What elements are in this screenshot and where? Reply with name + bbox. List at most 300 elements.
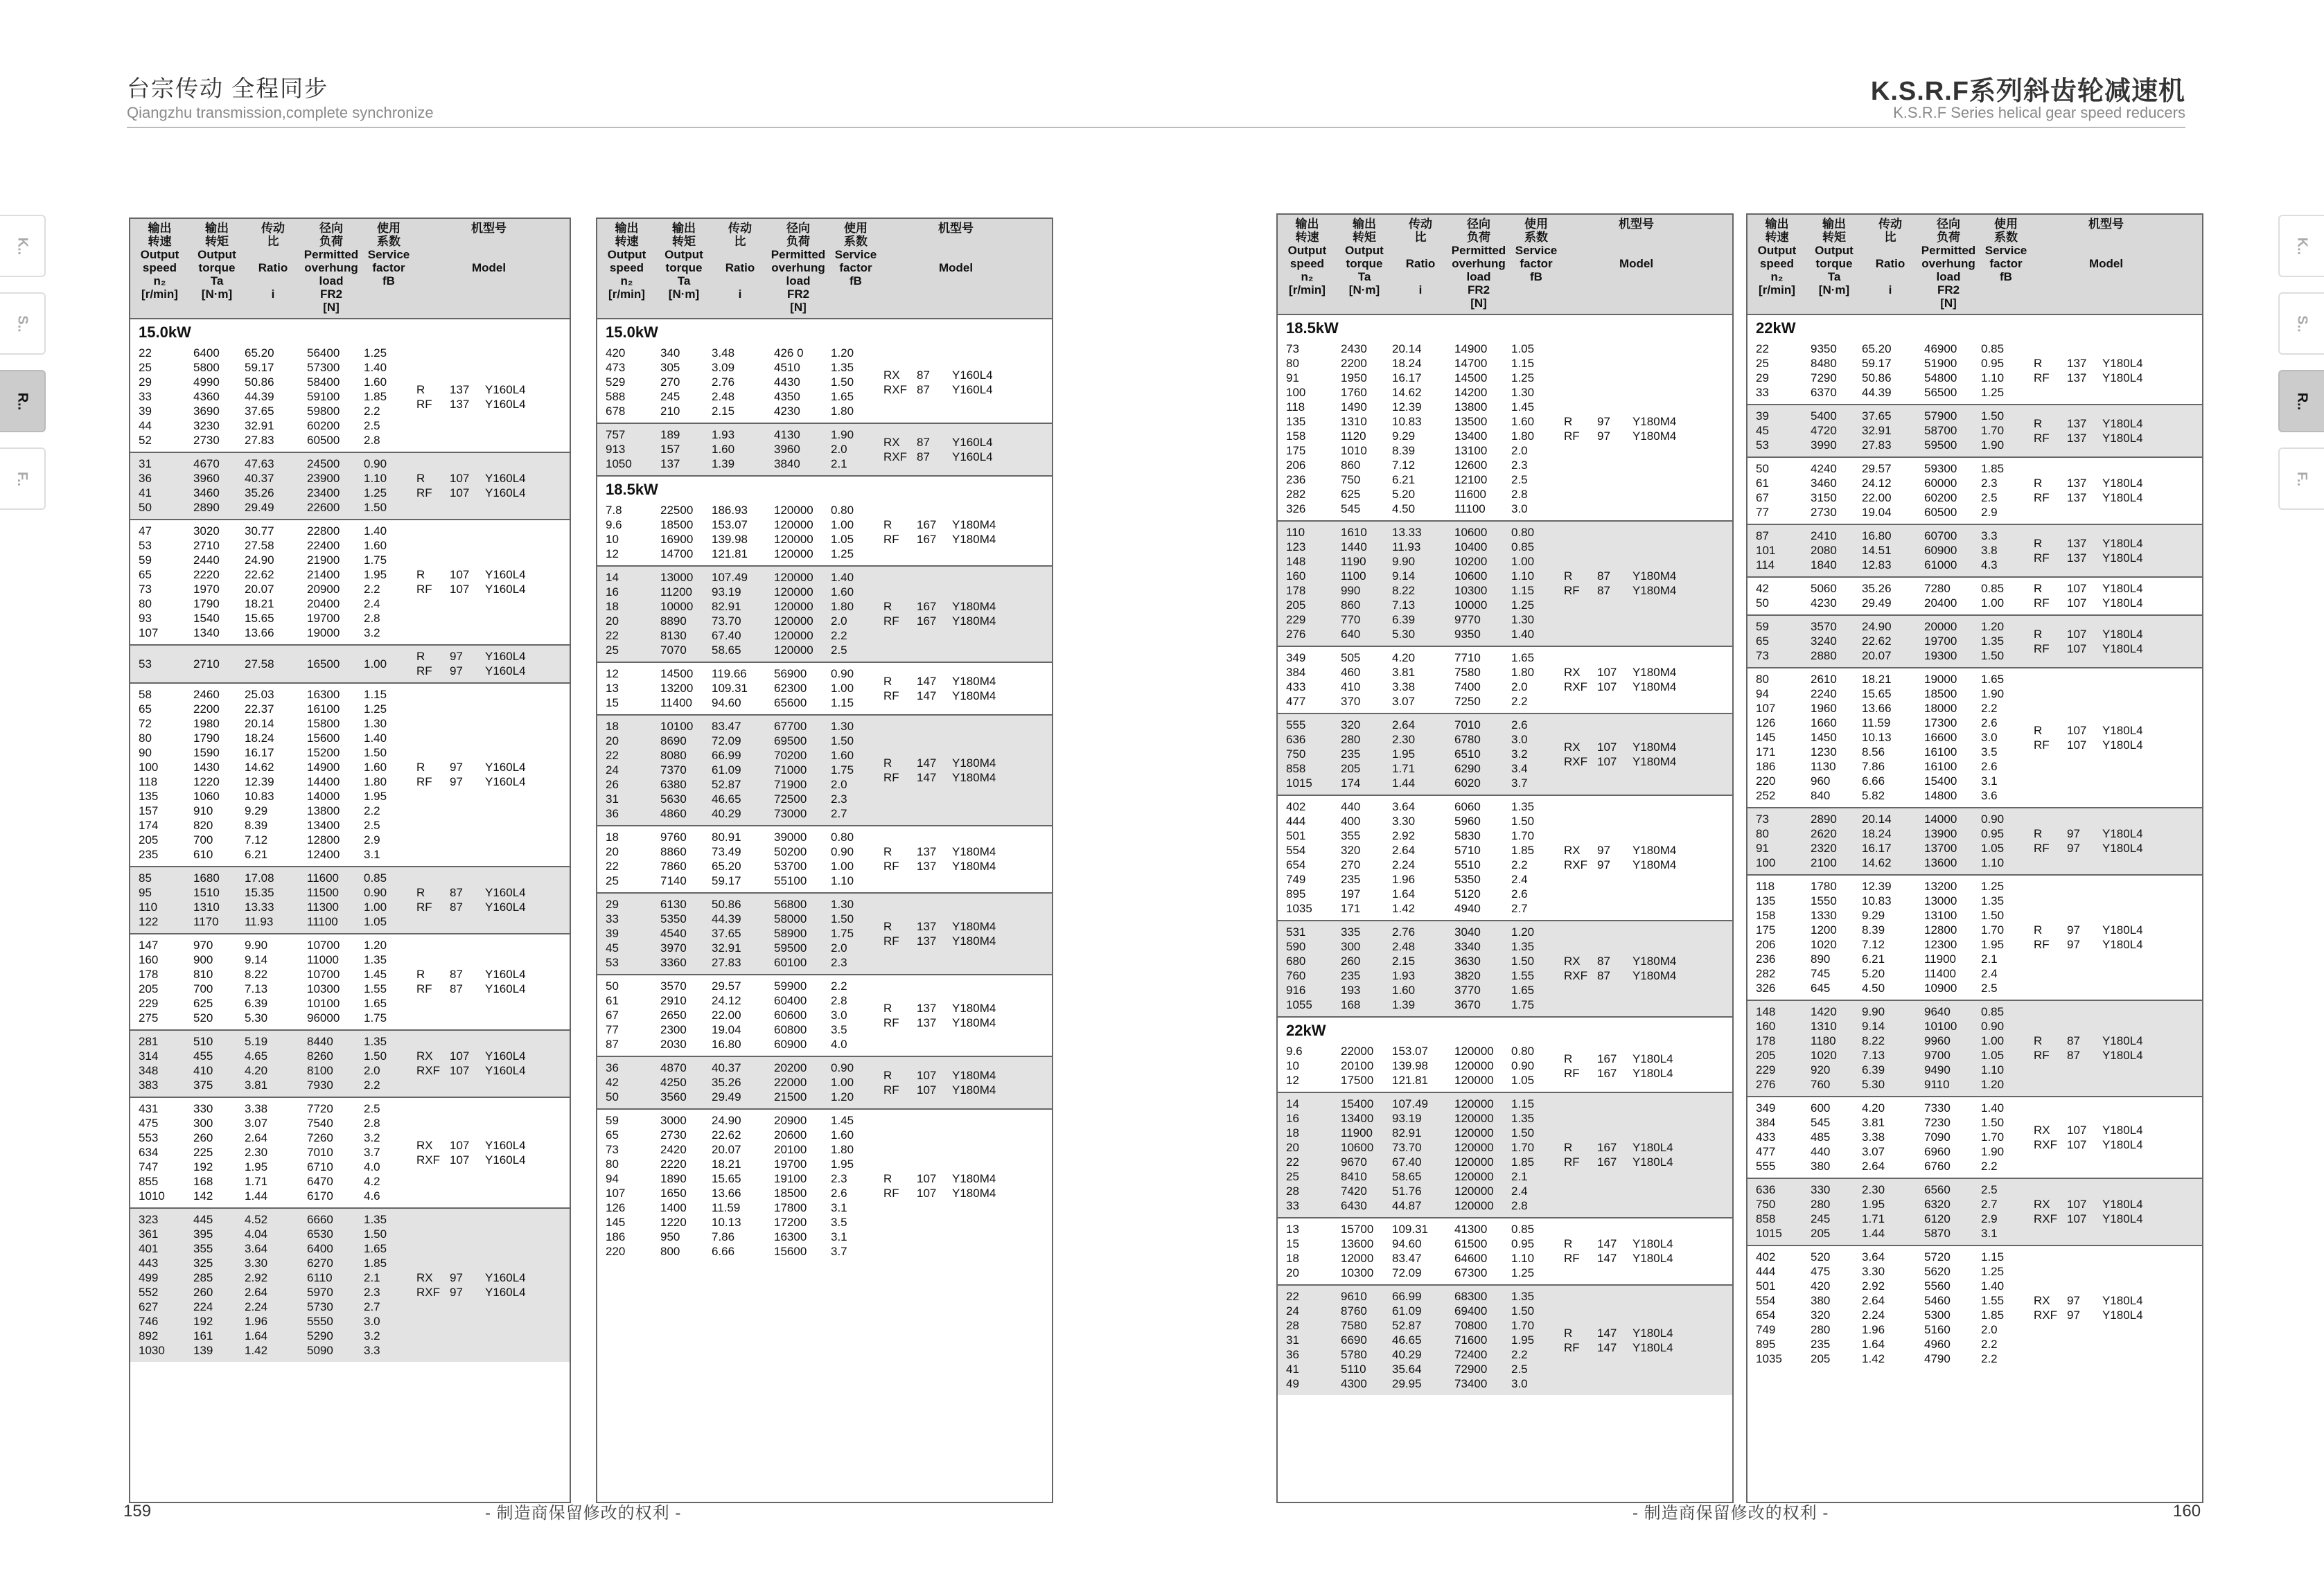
table-row (1748, 923, 2034, 937)
ratio-cell: 12.39 (245, 775, 274, 788)
load-cell: 13100 (1924, 909, 1957, 922)
factor-cell: 1.65 (364, 1242, 387, 1255)
load-cell: 4790 (1924, 1352, 1951, 1365)
factor-cell: 1.15 (1511, 1097, 1535, 1110)
speed-cell: 59 (139, 553, 152, 567)
model-row (883, 1186, 1028, 1200)
factor-cell: 1.85 (1981, 1309, 2005, 1322)
torque-cell: 1220 (193, 775, 220, 788)
factor-cell: 1.50 (1511, 1304, 1535, 1318)
speed-cell: 45 (606, 941, 619, 955)
factor-cell: 1.50 (1511, 815, 1535, 828)
load-cell: 60000 (1924, 477, 1957, 490)
model-size: 97 (2067, 1294, 2080, 1307)
speed-cell: 73 (606, 1143, 619, 1156)
ratio-cell: 8.22 (1392, 584, 1416, 597)
ratio-cell: 7.13 (245, 982, 268, 995)
ratio-cell: 58.65 (1392, 1170, 1422, 1183)
factor-cell: 0.85 (1511, 540, 1535, 553)
speed-cell: 477 (1756, 1145, 1776, 1158)
factor-cell: 3.5 (831, 1023, 847, 1036)
speed-cell: 12 (606, 667, 619, 680)
factor-cell: 2.0 (1981, 1323, 1998, 1336)
factor-cell: 2.2 (1981, 1352, 1998, 1365)
tab-r[interactable]: R.. (2278, 370, 2324, 432)
load-cell: 14800 (1924, 789, 1957, 802)
speed-cell: 9.6 (1286, 1045, 1303, 1058)
load-cell: 12400 (307, 848, 340, 861)
load-cell: 120000 (1454, 1141, 1494, 1154)
factor-cell: 1.35 (1981, 635, 2005, 648)
ratio-cell: 16.17 (1392, 371, 1422, 384)
speed-cell: 126 (1756, 716, 1776, 729)
model-type: RF (2034, 641, 2050, 655)
motor-group (1278, 338, 1732, 520)
factor-cell: 0.95 (1981, 357, 2005, 370)
torque-cell: 3570 (1811, 620, 1837, 633)
table-row (130, 789, 416, 804)
load-cell: 60500 (1924, 506, 1957, 519)
torque-cell: 700 (193, 833, 213, 846)
ratio-cell: 20.14 (1392, 342, 1422, 355)
torque-cell: 7420 (1341, 1185, 1367, 1198)
table-row (130, 500, 416, 515)
load-cell: 60200 (307, 419, 340, 432)
speed-cell: 531 (1286, 925, 1306, 939)
ratio-cell: 14.62 (1862, 856, 1892, 869)
motor-group (597, 974, 1052, 1056)
motor-type: Y180M4 (952, 1187, 996, 1200)
factor-cell: 1.50 (831, 734, 854, 747)
torque-cell: 1650 (660, 1187, 687, 1200)
factor-cell: 1.30 (831, 898, 854, 911)
group-models (416, 382, 561, 411)
torque-cell: 3960 (193, 472, 220, 485)
load-cell: 23400 (307, 486, 340, 499)
tab-k[interactable]: K.. (0, 215, 46, 277)
load-cell: 11600 (307, 871, 340, 885)
torque-cell: 5630 (660, 792, 687, 806)
torque-cell: 1980 (193, 717, 220, 730)
table-row (597, 547, 883, 561)
ratio-cell: 24.90 (245, 553, 274, 567)
table-row (130, 1078, 416, 1092)
load-cell: 10300 (1454, 584, 1488, 597)
load-cell: 46900 (1924, 342, 1957, 355)
speed-cell: 384 (1286, 666, 1306, 679)
speed-cell: 178 (1286, 584, 1306, 597)
header-model: 机型号 Model (1619, 218, 1654, 270)
model-type: RXF (1564, 680, 1587, 693)
torque-cell: 157 (660, 443, 680, 456)
load-cell: 64600 (1454, 1252, 1488, 1265)
header-rule (127, 127, 2185, 128)
group-values (1748, 529, 2034, 572)
table-row (1748, 1182, 2034, 1197)
model-size: 97 (1597, 844, 1610, 857)
load-cell: 14200 (1454, 386, 1488, 399)
table-row (597, 1061, 883, 1075)
load-cell: 69500 (774, 734, 807, 747)
table-row (1278, 1362, 1564, 1376)
speed-cell: 443 (139, 1257, 159, 1270)
torque-cell: 2620 (1811, 827, 1837, 840)
ratio-cell: 6.39 (1392, 613, 1416, 626)
speed-cell: 627 (139, 1300, 159, 1313)
load-cell: 61500 (1454, 1237, 1488, 1250)
torque-cell: 285 (193, 1271, 213, 1284)
factor-cell: 1.15 (1511, 357, 1535, 370)
table-row (1278, 1333, 1564, 1347)
tab-s[interactable]: S.. (2278, 292, 2324, 355)
table-row (1748, 716, 2034, 730)
load-cell: 10100 (307, 997, 340, 1010)
factor-cell: 1.25 (831, 547, 854, 560)
ratio-cell: 1.39 (712, 457, 735, 470)
load-cell: 22600 (307, 501, 340, 514)
model-size: 137 (917, 845, 937, 858)
ratio-cell: 1.71 (245, 1175, 268, 1188)
torque-cell: 325 (193, 1257, 213, 1270)
load-cell: 5350 (1454, 873, 1481, 886)
torque-cell: 1310 (1811, 1020, 1837, 1033)
torque-cell: 4990 (193, 375, 220, 389)
load-cell: 15400 (1924, 774, 1957, 788)
load-cell: 58000 (774, 912, 807, 925)
motor-type: Y180L4 (2102, 1123, 2143, 1137)
brand-title: 台宗传动 全程同步 (127, 76, 329, 101)
group-models (416, 1049, 561, 1078)
ratio-cell: 24.90 (712, 1114, 741, 1127)
group-values (1278, 1044, 1564, 1088)
table-row (597, 1075, 883, 1090)
factor-cell: 1.40 (1511, 628, 1535, 641)
motor-type: Y180M4 (1632, 955, 1677, 968)
model-type: RX (1564, 666, 1581, 679)
load-cell: 7930 (307, 1079, 333, 1092)
table-row (1278, 1198, 1564, 1213)
load-cell: 7090 (1924, 1131, 1951, 1144)
load-cell: 16100 (1924, 760, 1957, 773)
model-type: R (416, 968, 425, 981)
load-cell: 6120 (1924, 1212, 1951, 1225)
motor-type: Y180L4 (2102, 842, 2143, 855)
table-row (597, 643, 883, 657)
model-size: 97 (450, 650, 463, 663)
model-size: 107 (1597, 754, 1617, 768)
factor-cell: 2.7 (1511, 902, 1528, 915)
factor-cell: 2.0 (364, 1064, 380, 1077)
speed-cell: 553 (139, 1131, 159, 1144)
load-cell: 5620 (1924, 1265, 1951, 1278)
speed-cell: 80 (1756, 827, 1769, 840)
speed-cell: 25 (606, 874, 619, 887)
ratio-cell: 16.17 (1862, 842, 1892, 855)
model-size: 107 (917, 1187, 937, 1200)
factor-cell: 1.45 (1511, 400, 1535, 414)
torque-cell: 1330 (1811, 909, 1837, 922)
factor-cell: 0.95 (1981, 827, 2005, 840)
torque-cell: 11900 (1341, 1126, 1373, 1140)
speed-cell: 52 (139, 434, 152, 447)
load-cell: 14000 (307, 790, 340, 803)
motor-group (597, 423, 1052, 475)
model-row (883, 919, 1028, 934)
ratio-cell: 186.93 (712, 504, 748, 517)
model-row (883, 614, 1028, 628)
tab-r[interactable]: R.. (0, 370, 46, 432)
motor-type: Y180L4 (2102, 536, 2143, 550)
page-number-left: 159 (123, 1502, 152, 1520)
ratio-cell: 7.13 (1392, 599, 1416, 612)
motor-type: Y160L4 (485, 486, 526, 499)
speed-cell: 175 (1286, 444, 1306, 457)
model-size: 87 (450, 968, 463, 981)
load-cell: 14000 (1924, 813, 1957, 826)
model-row (2034, 1034, 2178, 1048)
torque-cell: 205 (1341, 762, 1361, 775)
series-title: K.S.R.F系列斜齿轮减速机 (1870, 77, 2185, 106)
model-size: 87 (1597, 584, 1610, 597)
table-row (1748, 342, 2034, 356)
ratio-cell: 3.07 (1862, 1145, 1885, 1158)
ratio-cell: 15.35 (245, 886, 274, 899)
model-type: RXF (1564, 969, 1587, 982)
motor-type: Y160L4 (485, 775, 526, 788)
table-row (1748, 371, 2034, 385)
factor-cell: 1.20 (831, 1090, 854, 1103)
motor-group (1748, 614, 2202, 667)
ratio-cell: 2.15 (1392, 955, 1416, 968)
speed-cell: 148 (1756, 1005, 1776, 1018)
header-ratio: 传动 比 Ratio i (725, 222, 755, 301)
table-row (130, 1101, 416, 1116)
load-cell: 120000 (1454, 1185, 1494, 1198)
model-size: 147 (1597, 1252, 1617, 1265)
ratio-cell: 27.83 (712, 956, 741, 969)
motor-type: Y160L4 (485, 1049, 526, 1063)
model-type: R (2034, 477, 2043, 490)
series-subtitle: K.S.R.F Series helical gear speed reducers (1893, 104, 2185, 121)
torque-cell: 420 (1811, 1279, 1831, 1293)
torque-cell: 205 (1811, 1352, 1831, 1365)
model-row (2034, 490, 2178, 505)
table-row (597, 1171, 883, 1186)
torque-cell: 330 (1811, 1183, 1831, 1196)
model-size: 107 (917, 1068, 937, 1082)
speed-cell: 145 (1756, 731, 1776, 744)
table-row (1278, 429, 1564, 443)
rights-notice-right: - 制造商保留修改的权利 - (1632, 1504, 1829, 1523)
factor-cell: 1.50 (1981, 1116, 2005, 1129)
table-row (1748, 1293, 2034, 1308)
group-values (597, 503, 883, 561)
torque-cell: 900 (193, 953, 213, 966)
ratio-cell: 22.00 (712, 1009, 741, 1022)
group-models (416, 471, 561, 500)
table-row (1278, 901, 1564, 916)
table-row (1748, 966, 2034, 981)
torque-cell: 11200 (660, 585, 693, 599)
table-row (1748, 1144, 2034, 1159)
torque-cell: 224 (193, 1300, 213, 1313)
speed-cell: 314 (139, 1049, 159, 1063)
model-size: 107 (450, 568, 470, 581)
ratio-cell: 1.96 (245, 1315, 268, 1328)
ratio-cell: 6.39 (1862, 1063, 1885, 1076)
speed-cell: 100 (1286, 386, 1306, 399)
factor-cell: 2.5 (1511, 473, 1528, 486)
torque-cell: 2100 (1811, 856, 1837, 869)
tab-f[interactable]: F.. (2278, 447, 2324, 510)
speed-cell: 174 (139, 819, 159, 832)
model-type: RF (1564, 1252, 1580, 1265)
ratio-cell: 66.99 (712, 749, 741, 762)
table-row (1278, 502, 1564, 516)
ratio-cell: 29.57 (712, 979, 741, 993)
ratio-cell: 9.14 (1392, 569, 1416, 583)
load-cell: 71000 (774, 763, 807, 777)
tab-f[interactable]: F.. (0, 447, 46, 510)
speed-cell: 1015 (1756, 1227, 1782, 1240)
speed-cell: 323 (139, 1213, 159, 1226)
factor-cell: 0.90 (364, 886, 387, 899)
load-cell: 3630 (1454, 955, 1481, 968)
ratio-cell: 51.76 (1392, 1185, 1422, 1198)
factor-cell: 2.0 (1511, 444, 1528, 457)
factor-cell: 1.10 (831, 874, 854, 887)
torque-cell: 380 (1811, 1294, 1831, 1307)
model-row (416, 967, 561, 982)
load-cell: 120000 (774, 547, 813, 560)
load-cell: 120000 (774, 600, 813, 613)
load-cell: 21900 (307, 553, 340, 567)
speed-cell: 747 (139, 1160, 159, 1173)
load-cell: 3960 (774, 443, 800, 456)
load-cell: 59800 (307, 405, 340, 418)
speed-cell: 206 (1756, 938, 1776, 951)
torque-cell: 193 (1341, 984, 1361, 997)
ratio-cell: 61.09 (1392, 1304, 1422, 1318)
model-type: R (1564, 1141, 1573, 1154)
table-row (1748, 461, 2034, 476)
model-type: RF (416, 583, 432, 596)
speed-cell: 349 (1286, 651, 1306, 664)
speed-cell: 236 (1286, 473, 1306, 486)
load-cell: 50200 (774, 845, 807, 858)
factor-cell: 2.5 (364, 1102, 380, 1115)
ratio-cell: 6.66 (1862, 774, 1885, 788)
group-values (1278, 525, 1564, 641)
torque-cell: 355 (1341, 829, 1361, 842)
group-models (2034, 581, 2178, 610)
ratio-cell: 44.39 (712, 912, 741, 925)
torque-cell: 168 (193, 1175, 213, 1188)
torque-cell: 161 (193, 1329, 213, 1342)
ratio-cell: 44.39 (245, 390, 274, 403)
speed-cell: 349 (1756, 1101, 1776, 1115)
torque-cell: 1230 (1811, 745, 1837, 759)
model-size: 97 (450, 761, 463, 774)
load-cell: 22400 (307, 539, 340, 552)
factor-cell: 1.90 (831, 428, 854, 441)
ratio-cell: 3.64 (245, 1242, 268, 1255)
torque-cell: 1020 (1811, 938, 1837, 951)
table-row (130, 702, 416, 716)
model-row (1564, 680, 1709, 694)
factor-cell: 2.2 (364, 583, 380, 596)
table-row (1278, 443, 1564, 458)
ratio-cell: 47.63 (245, 457, 274, 470)
load-cell: 11300 (307, 901, 340, 914)
tab-s[interactable]: S.. (0, 292, 46, 355)
load-cell: 5720 (1924, 1250, 1951, 1264)
model-type: R (2034, 723, 2043, 737)
speed-cell: 477 (1286, 695, 1306, 708)
speed-cell: 100 (1756, 856, 1776, 869)
factor-cell: 0.85 (364, 871, 387, 885)
torque-cell: 10000 (660, 600, 694, 613)
table-header (1748, 215, 2202, 315)
table-row (1278, 356, 1564, 371)
table-row (597, 570, 883, 585)
factor-cell: 2.0 (831, 443, 847, 456)
speed-cell: 1010 (139, 1189, 165, 1203)
motor-type: Y160L4 (485, 982, 526, 995)
torque-cell: 2610 (1811, 673, 1837, 686)
ratio-cell: 15.65 (712, 1172, 741, 1185)
factor-cell: 2.7 (1981, 1198, 1998, 1211)
load-cell: 60600 (774, 1009, 807, 1022)
model-size: 97 (1597, 858, 1610, 871)
factor-cell: 1.40 (364, 361, 387, 374)
speed-cell: 65 (606, 1128, 619, 1142)
load-cell: 120000 (1454, 1112, 1494, 1125)
table-row (1278, 872, 1564, 887)
model-row (2034, 416, 2178, 431)
factor-cell: 1.35 (364, 1035, 387, 1048)
group-models (883, 1001, 1028, 1030)
ratio-cell: 27.58 (245, 539, 274, 552)
model-row (883, 599, 1028, 614)
ratio-cell: 2.64 (1392, 844, 1416, 857)
model-row (2034, 841, 2178, 855)
motor-type: Y160L4 (485, 397, 526, 411)
model-row (2034, 356, 2178, 371)
ratio-cell: 82.91 (712, 600, 741, 613)
torque-cell: 280 (1811, 1323, 1831, 1336)
factor-cell: 1.20 (1511, 925, 1535, 939)
tab-k[interactable]: K.. (2278, 215, 2324, 277)
speed-cell: 18 (1286, 1252, 1299, 1265)
model-size: 167 (917, 600, 937, 613)
model-type: RX (1564, 844, 1581, 857)
ratio-cell: 7.12 (1862, 938, 1885, 951)
torque-cell: 2710 (193, 539, 220, 552)
table-row (597, 748, 883, 763)
group-models (883, 674, 1028, 703)
factor-cell: 1.65 (831, 390, 854, 403)
speed-cell: 654 (1756, 1309, 1776, 1322)
ratio-cell: 72.09 (712, 734, 741, 747)
table-row (597, 874, 883, 888)
factor-cell: 2.4 (364, 597, 380, 610)
table-row (597, 859, 883, 874)
model-size: 167 (917, 518, 937, 531)
speed-cell: 444 (1756, 1265, 1776, 1278)
factor-cell: 1.25 (1511, 371, 1535, 384)
factor-cell: 1.10 (1981, 856, 2005, 869)
